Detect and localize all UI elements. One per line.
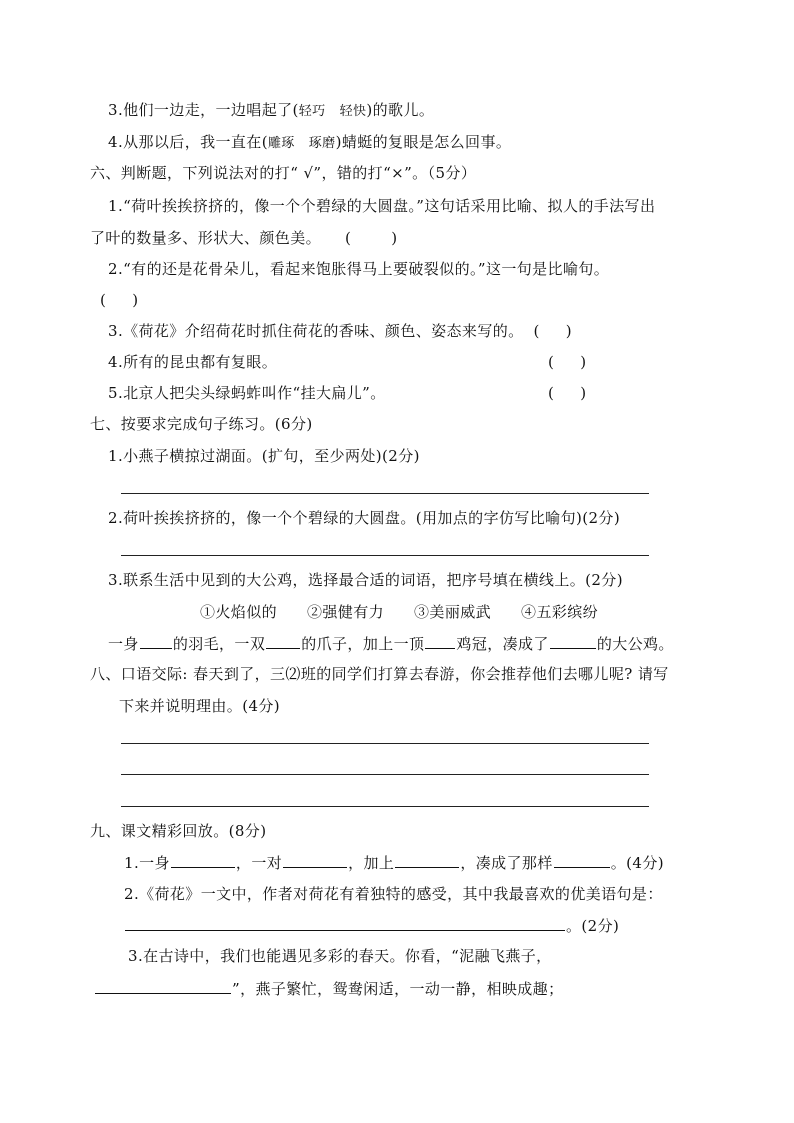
answer-line[interactable]	[121, 743, 649, 744]
s6-question-5: 5.北京人把尖头绿蚂蚱叫作“挂大扁儿”。	[108, 384, 386, 402]
s5-question-4: 4.从那以后，我一直在(雕琢 琢磨)蜻蜓的复眼是怎么回事。	[108, 133, 512, 151]
s9-question-2-line2: 。(2分)	[124, 915, 619, 936]
s6-question-1-line2: 了叶的数量多、形状大、颜色美。 ( )	[90, 229, 398, 247]
s7-question-2: 2.荷叶挨挨挤挤的，像一个个碧绿的大圆盘。(用加点的字仿写比喻句)(2分)	[108, 509, 621, 527]
fill-blank[interactable]	[266, 633, 300, 649]
fill-blank[interactable]	[395, 852, 459, 868]
s9-question-3-line1: 3.在古诗中，我们也能遇见多彩的春天。你看，“泥融飞燕子，	[128, 947, 552, 965]
section-7-heading: 七、按要求完成句子练习。(6分)	[90, 415, 313, 433]
fill-blank[interactable]	[171, 852, 235, 868]
s6-question-2-line1: 2.“有的还是花骨朵儿，看起来饱胀得马上要破裂似的。”这一句是比喻句。	[108, 260, 610, 278]
fill-blank[interactable]	[283, 852, 347, 868]
s9-question-1: 1.一身 ，一对 ，加上 ，凑成了那样 。(4分)	[124, 854, 664, 872]
s6-question-4-paren[interactable]: ( )	[548, 353, 587, 371]
s5-question-3: 3.他们一边走，一边唱起了(轻巧 轻快)的歌儿。	[108, 101, 435, 119]
s9-question-2-line1: 2.《荷花》一文中，作者对荷花有着独特的感受，其中我最喜欢的优美语句是：	[124, 885, 663, 903]
s7-options	[200, 602, 598, 622]
option-4: ④五彩缤纷	[521, 603, 599, 621]
s6-question-2-paren[interactable]: ( )	[100, 291, 139, 309]
s6-question-5-paren[interactable]: ( )	[548, 384, 587, 402]
s7-question-3: 3.联系生活中见到的大公鸡，选择最合适的词语，把序号填在横线上。(2分)	[108, 571, 623, 589]
section-8-heading-line1: 八、口语交际: 春天到了，三⑵班的同学们打算去春游，你会推荐他们去哪儿呢? 请写	[90, 665, 669, 683]
s9-question-3-line2: ”，燕子繁忙，鸳鸯闲适，一动一静，相映成趣；	[94, 978, 563, 999]
answer-line[interactable]	[121, 555, 649, 556]
answer-line[interactable]	[121, 806, 649, 807]
fill-blank[interactable]	[140, 633, 172, 649]
option-1: ①火焰似的	[200, 603, 278, 621]
answer-line[interactable]	[121, 774, 649, 775]
fill-blank[interactable]	[95, 978, 231, 994]
section-8-heading-line2: 下来并说明理由。(4分)	[119, 697, 281, 715]
fill-blank[interactable]	[125, 915, 565, 931]
option-2: ②强健有力	[307, 603, 385, 621]
s6-question-3: 3.《荷花》介绍荷花时抓住荷花的香味、颜色、姿态来写的。 ( )	[108, 322, 573, 340]
fill-blank[interactable]	[550, 633, 596, 649]
section-6-heading: 六、判断题，下列说法对的打“ √”，错的打“×”。（5分）	[90, 164, 477, 182]
s7-question-1: 1.小燕子横掠过湖面。(扩句，至少两处)(2分)	[108, 447, 420, 465]
s7-fill-sentence: 一身 的羽毛，一双 的爪子，加上一顶 鸡冠，凑成了 的大公鸡。	[108, 635, 674, 653]
s6-question-1-line1: 1.“荷叶挨挨挤挤的，像一个个碧绿的大圆盘。”这句话采用比喻、拟人的手法写出	[108, 197, 656, 215]
fill-blank[interactable]	[554, 852, 610, 868]
section-9-heading: 九、课文精彩回放。(8分)	[90, 822, 267, 840]
fill-blank[interactable]	[425, 633, 455, 649]
s6-question-4: 4.所有的昆虫都有复眼。	[108, 353, 278, 371]
answer-paren[interactable]: ( )	[345, 229, 398, 247]
option-3: ③美丽威武	[414, 603, 492, 621]
answer-line[interactable]	[121, 493, 649, 494]
answer-paren[interactable]: ( )	[533, 322, 573, 340]
